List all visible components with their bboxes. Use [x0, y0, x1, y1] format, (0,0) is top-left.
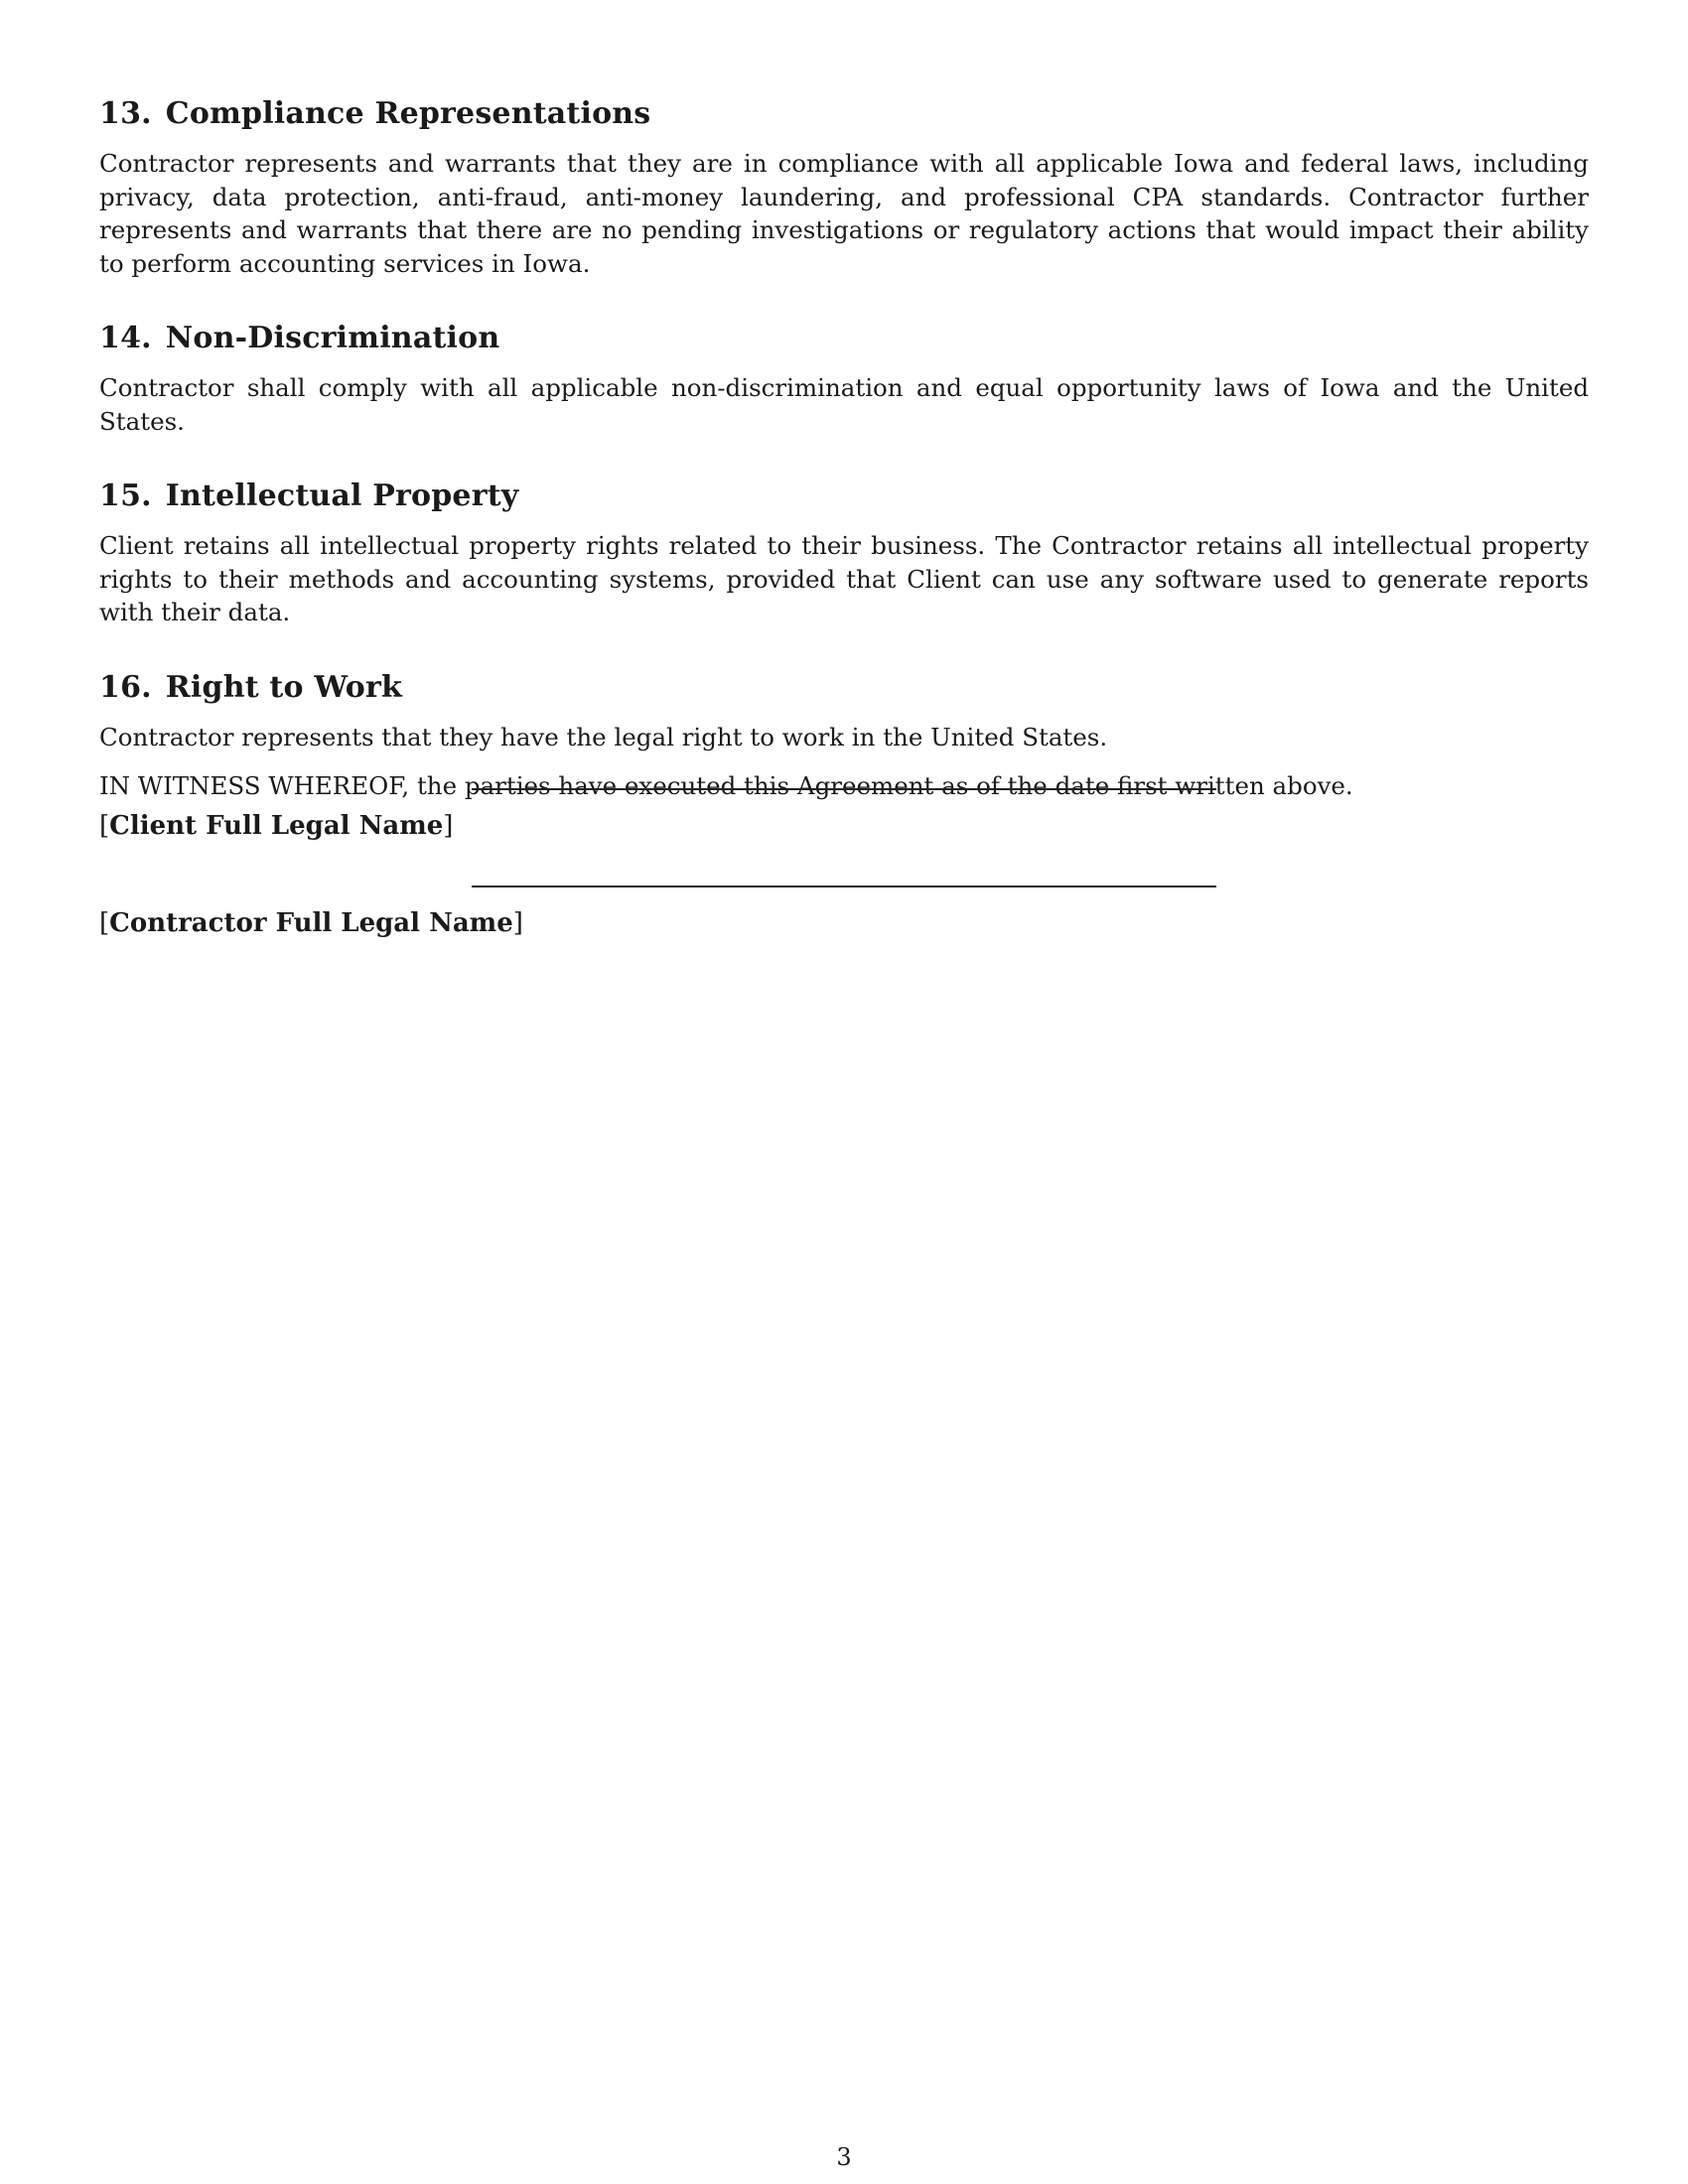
- section-heading: [99, 478, 1589, 515]
- contractor-signature-block: [99, 882, 1589, 979]
- section-number: 13.: [99, 96, 152, 131]
- contractor-full-legal-name: Contractor Full Legal Name: [109, 908, 513, 938]
- client-name-label: [99, 810, 453, 842]
- section-non-discrimination: [99, 320, 1589, 438]
- section-paragraph: Contractor represents that they have the legal right to work in the United States.: [99, 722, 1108, 751]
- client-signature-block: [99, 784, 1589, 882]
- close-bracket: ]: [443, 811, 454, 841]
- section-paragraph: Contractor represents and warrants that they are in compliance with all applicable Iowa and federal laws, including privacy, data protection, anti-fraud, anti-money laundering, and professional CPA standards. Contractor further represents and warrants that there are no pending investigations or regulatory actions that would impact their ability to perform accounting services in Iowa.: [99, 149, 1589, 278]
- section-title: Intellectual Property: [165, 478, 519, 513]
- section-title: Non-Discrimination: [165, 321, 500, 355]
- contractor-name-label: [99, 907, 523, 939]
- section-right-to-work: [99, 669, 1589, 803]
- section-number: 16.: [99, 669, 152, 705]
- page-number: 3: [836, 2143, 852, 2171]
- signature-area: [99, 784, 1589, 979]
- section-paragraph: Client retains all intellectual property rights related to their business. The Contractor retains all intellectual property rights to their methods and accounting systems, provided that Client can use any software used to generate reports with their data.: [99, 531, 1589, 626]
- close-bracket: ]: [512, 908, 523, 938]
- section-heading: [99, 320, 1589, 357]
- section-title: Right to Work: [165, 669, 402, 705]
- section-heading: [99, 669, 1589, 707]
- section-intellectual-property: [99, 478, 1589, 629]
- document-body: [99, 95, 1589, 843]
- client-signature-line: [472, 788, 1216, 790]
- section-number: 14.: [99, 321, 152, 355]
- open-bracket: [: [99, 811, 110, 841]
- witness-clause: IN WITNESS WHEREOF, the parties have executed this Agreement as of the date first written above.: [99, 771, 1353, 800]
- section-number: 15.: [99, 478, 152, 513]
- contractor-signature-line: [472, 886, 1216, 887]
- client-full-legal-name: Client Full Legal Name: [109, 811, 444, 841]
- section-compliance-representations: [99, 95, 1589, 280]
- open-bracket: [: [99, 908, 110, 938]
- section-paragraph: Contractor shall comply with all applicable non-discrimination and equal opportunity laws of Iowa and the United States.: [99, 373, 1589, 436]
- section-title: Compliance Representations: [165, 96, 651, 131]
- section-heading: [99, 95, 1589, 133]
